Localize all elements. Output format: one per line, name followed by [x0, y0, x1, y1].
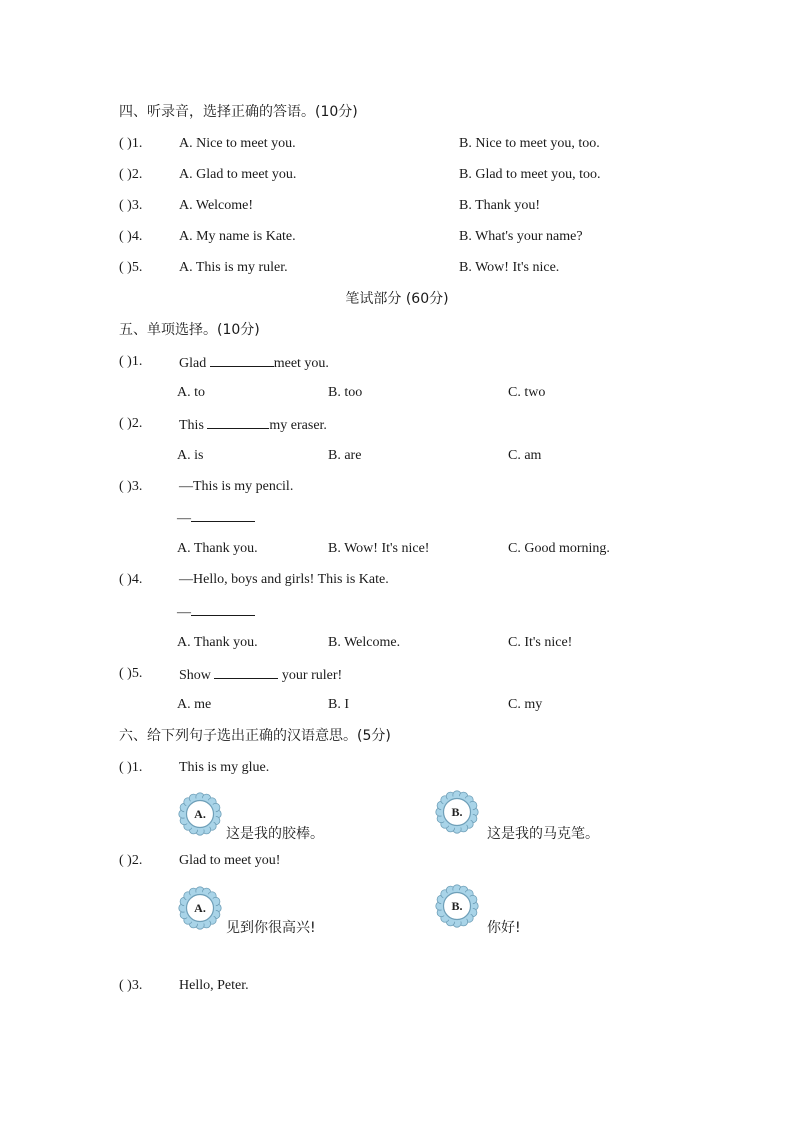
s5-q4-prefix: ( )4.	[119, 572, 143, 587]
s5-q3-dash: —	[177, 511, 191, 526]
badge-label: A.	[194, 807, 206, 821]
s5-q3-prefix: ( )3.	[119, 479, 143, 494]
s5-q2-text-post: my eraser.	[269, 418, 327, 433]
s5-q1-option-b: B. too	[328, 385, 363, 400]
s4-q3-prefix: ( )3.	[119, 198, 143, 213]
s4-q5-option-a: A. This is my ruler.	[179, 260, 288, 275]
s5-q3-text: —This is my pencil.	[179, 479, 294, 494]
s5-q5-option-a: A. me	[177, 697, 212, 712]
s4-q1-option-b: B. Nice to meet you, too.	[459, 136, 600, 151]
s5-q5-option-c: C. my	[508, 697, 543, 712]
s5-q1-text-pre: Glad	[179, 356, 210, 371]
s4-q2-option-b: B. Glad to meet you, too.	[459, 167, 601, 182]
s4-q4-option-b: B. What's your name?	[459, 229, 583, 244]
s5-q1-text-post: meet you.	[273, 356, 329, 371]
answer-blank	[210, 354, 274, 367]
s4-q2-option-a: A. Glad to meet you.	[179, 167, 297, 182]
s6-q3-text: Hello, Peter.	[179, 978, 249, 993]
s5-q4-answer-line	[177, 603, 255, 621]
s6-q1-text: This is my glue.	[179, 760, 270, 775]
s6-q1-option-b: 这是我的马克笔。	[487, 826, 599, 842]
s4-q4-prefix: ( )4.	[119, 229, 143, 244]
s4-q3-option-b: B. Thank you!	[459, 198, 541, 213]
s6-q1-prefix: ( )1.	[119, 760, 143, 775]
s4-q4-option-a: A. My name is Kate.	[179, 229, 296, 244]
s6-q2-badge-a	[178, 886, 222, 930]
s5-q5-stem	[179, 666, 342, 684]
s5-q3-option-a: A. Thank you.	[177, 541, 258, 556]
s6-q1-badge-b	[435, 790, 479, 834]
answer-blank	[214, 666, 278, 679]
s6-q2-prefix: ( )2.	[119, 853, 143, 868]
section-4-heading: 四、听录音，选择正确的答语。(10分)	[119, 104, 358, 120]
s5-q4-dash: —	[177, 605, 191, 620]
s5-q1-prefix: ( )1.	[119, 354, 143, 369]
s5-q3-option-c: C. Good morning.	[508, 541, 610, 556]
s5-q1-stem	[179, 354, 329, 372]
badge-label: A.	[194, 901, 206, 915]
s5-q1-option-a: A. to	[177, 385, 205, 400]
s5-q2-option-a: A. is	[177, 448, 204, 463]
badge-label: B.	[451, 899, 463, 913]
s4-q5-prefix: ( )5.	[119, 260, 143, 275]
s5-q4-option-b: B. Welcome.	[328, 635, 401, 650]
s4-q2-prefix: ( )2.	[119, 167, 143, 182]
s5-q5-option-b: B. I	[328, 697, 349, 712]
badge-label: B.	[451, 805, 463, 819]
s5-q2-option-c: C. am	[508, 448, 542, 463]
s5-q3-option-b: B. Wow! It's nice!	[328, 541, 430, 556]
s6-q2-text: Glad to meet you!	[179, 853, 281, 868]
s5-q5-text-pre: Show	[179, 668, 215, 683]
s6-q1-option-a: 这是我的胶棒。	[226, 826, 324, 842]
section-6-heading: 六、给下列句子选出正确的汉语意思。(5分)	[119, 728, 391, 744]
s5-q3-answer-line	[177, 509, 255, 527]
s6-q2-option-a: 见到你很高兴!	[226, 920, 316, 936]
s5-q4-option-a: A. Thank you.	[177, 635, 258, 650]
written-part-title: 笔试部分 (60分)	[345, 291, 449, 307]
answer-blank	[207, 416, 269, 429]
s5-q5-text-post: your ruler!	[278, 668, 343, 683]
s5-q2-option-b: B. are	[328, 448, 362, 463]
s4-q3-option-a: A. Welcome!	[179, 198, 254, 213]
s6-q3-prefix: ( )3.	[119, 978, 143, 993]
s4-q1-option-a: A. Nice to meet you.	[179, 136, 296, 151]
s5-q2-text-pre: This	[179, 418, 208, 433]
s4-q5-option-b: B. Wow! It's nice.	[459, 260, 560, 275]
answer-blank	[191, 603, 255, 616]
s5-q4-option-c: C. It's nice!	[508, 635, 573, 650]
s5-q2-prefix: ( )2.	[119, 416, 143, 431]
s5-q4-text: —Hello, boys and girls! This is Kate.	[179, 572, 389, 587]
answer-blank	[191, 509, 255, 522]
section-5-heading: 五、单项选择。(10分)	[119, 322, 260, 338]
s5-q1-option-c: C. two	[508, 385, 546, 400]
s5-q2-stem	[179, 416, 327, 434]
s4-q1-prefix: ( )1.	[119, 136, 143, 151]
s6-q1-badge-a	[178, 792, 222, 836]
s6-q2-option-b: 你好!	[487, 920, 521, 936]
s6-q2-badge-b	[435, 884, 479, 928]
s5-q5-prefix: ( )5.	[119, 666, 143, 681]
